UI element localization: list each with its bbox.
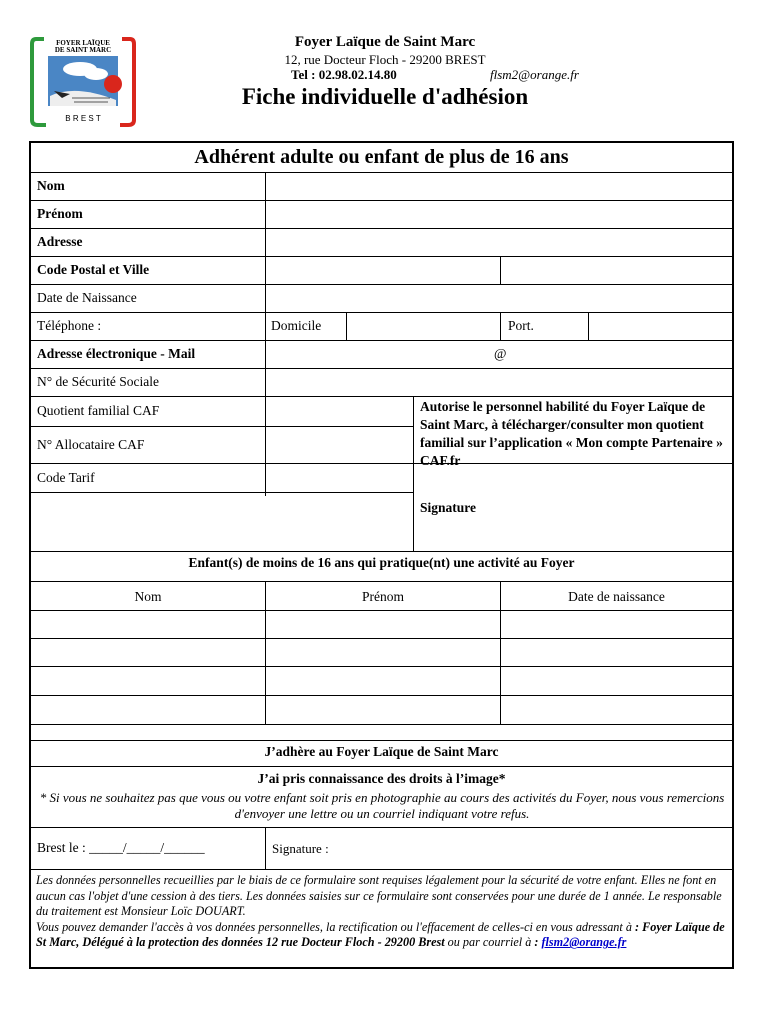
column-divider: [265, 172, 266, 496]
row-divider: [30, 284, 733, 285]
row-divider: [30, 610, 733, 611]
row-divider: [30, 581, 733, 582]
row-divider: [30, 172, 733, 173]
org-phone: Tel : 02.98.02.14.80: [291, 67, 397, 82]
label-prenom: Prénom: [37, 206, 83, 221]
column-divider: [413, 396, 414, 551]
col-header-prenom: Prénom: [362, 589, 404, 604]
contact-email-link[interactable]: flsm2@orange.fr: [541, 935, 627, 950]
row-divider: [30, 766, 733, 767]
row-divider: [30, 869, 733, 870]
row-divider: [30, 666, 733, 667]
row-divider: [30, 551, 733, 552]
label-code-postal-ville: Code Postal et Ville: [37, 262, 150, 277]
label-signature-caf: Signature: [420, 500, 477, 515]
privacy-notice: [36, 873, 731, 951]
row-divider: [30, 368, 733, 369]
rights-or: ou par courriel à: [447, 935, 532, 950]
logo-text-line1: FOYER LAÏQUE: [56, 39, 110, 47]
col-header-date-naissance: Date de naissance: [568, 589, 665, 604]
logo-text-bottom: B R E S T: [65, 114, 101, 123]
caf-authorization-text: Autorise le personnel habilité du Foyer Laïque de Saint Marc, à télécharger/consulter mon quotient familial sur l’application « Mon compte Partenaire » CAF.fr: [420, 399, 723, 468]
place-date-field: Brest le : _____/_____/______: [37, 840, 205, 855]
row-divider: [30, 200, 733, 201]
label-code-tarif: Code Tarif: [37, 470, 95, 485]
adhesion-signature-label: Signature :: [272, 841, 329, 856]
privacy-text: Les données personnelles recueillies par le biais de ce formulaire sont requises légalement pour la sécurité de votre enfant. Elles ne font en aucun cas l'objet d'une cession à des tiers. Les données saisies sur ce formulaire sont conservées pour une durée de 1 année. Le responsable du traitement est Monsieur Loïc DOUART.: [36, 873, 722, 919]
label-mail: Adresse électronique - Mail: [37, 346, 196, 361]
document-title: Fiche individuelle d'adhésion: [241, 84, 529, 109]
org-address: 12, rue Docteur Floch - 29200 BREST: [284, 52, 486, 67]
label-adresse: Adresse: [37, 234, 83, 249]
row-divider: [30, 426, 414, 427]
rights-text: Vous pouvez demander l'accès à vos données personnelles, la rectification ou l'effacement de celles-ci en vous adressant à: [36, 919, 632, 934]
label-telephone: Téléphone :: [37, 318, 102, 333]
column-divider: [265, 827, 266, 869]
column-divider: [500, 312, 501, 340]
label-date-naissance: Date de Naissance: [37, 290, 137, 305]
row-divider: [30, 340, 733, 341]
image-rights-note: * Si vous ne souhaitez pas que vous ou votre enfant soit pris en photographie au cours des activités du Foyer, nous vous remercions d'envoyer une lettre ou un courriel indiquant votre refus.: [39, 790, 725, 821]
at-sign: @: [494, 346, 507, 361]
section-title: Adhérent adulte ou enfant de plus de 16 ans: [194, 146, 569, 168]
row-divider: [30, 740, 733, 741]
row-divider: [30, 695, 733, 696]
row-divider: [30, 638, 733, 639]
children-table-title: Enfant(s) de moins de 16 ans qui pratique(nt) une activité au Foyer: [188, 555, 575, 570]
label-port: Port.: [508, 318, 534, 333]
column-divider: [346, 312, 347, 340]
label-quotient: Quotient familial CAF: [37, 403, 160, 418]
adhesion-statement: J’adhère au Foyer Laïque de Saint Marc: [264, 744, 499, 759]
label-secu: N° de Sécurité Sociale: [37, 374, 159, 389]
org-email: flsm2@orange.fr: [490, 67, 579, 82]
col-header-nom: Nom: [134, 589, 162, 604]
rights-colon: :: [534, 935, 539, 950]
org-name: Foyer Laïque de Saint Marc: [294, 34, 476, 50]
label-domicile: Domicile: [271, 318, 322, 333]
column-divider: [500, 256, 501, 284]
row-divider: [30, 228, 733, 229]
row-divider: [30, 724, 733, 725]
label-nom: Nom: [37, 178, 65, 193]
row-divider: [30, 492, 414, 493]
label-allocataire: N° Allocataire CAF: [37, 437, 145, 452]
row-divider: [30, 312, 733, 313]
row-divider: [30, 396, 733, 397]
logo-text-line2: DE SAINT MARC: [54, 46, 112, 54]
rights-address: : Foyer Laïque de St Marc, Délégué à la protection des données 12 rue Docteur Floch - 29200 Brest: [36, 919, 725, 950]
column-divider: [588, 312, 589, 340]
row-divider: [30, 827, 733, 828]
row-divider: [30, 256, 733, 257]
image-rights-title: J’ai pris connaissance des droits à l’image*: [257, 771, 506, 786]
